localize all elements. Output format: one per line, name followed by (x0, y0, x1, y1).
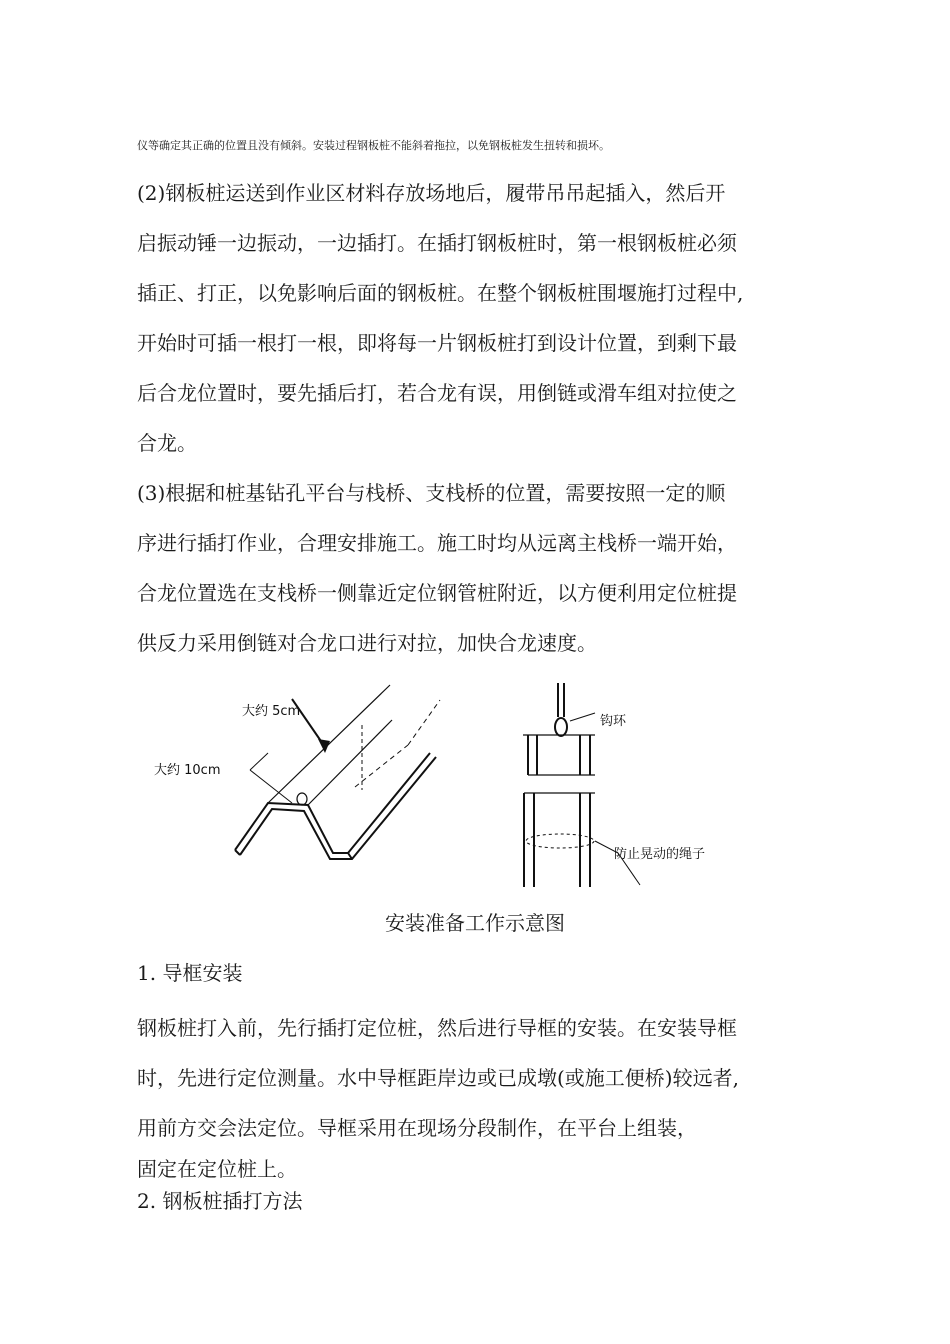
section-heading-1: 1. 导框安装 (137, 961, 243, 985)
text-line: 钢板桩打入前，先行插打定位桩，然后进行导框的安装。在安装导框 (137, 1016, 737, 1040)
label-5cm: 大约 5cm (242, 704, 301, 719)
text-line: 开始时可插一根打一根，即将每一片钢板桩打到设计位置，到剩下最 (137, 331, 737, 355)
text-line: 用前方交会法定位。导框采用在现场分段制作，在平台上组装， (137, 1116, 697, 1140)
text-line: 时，先进行定位测量。水中导框距岸边或已成墩(或施工便桥)较远者, (137, 1066, 739, 1090)
text-line: 合龙位置选在支栈桥一侧靠近定位钢管桩附近，以方便利用定位桩提 (137, 581, 737, 605)
installation-diagram (140, 675, 820, 900)
text-line: 供反力采用倒链对合龙口进行对拉，加快合龙速度。 (137, 631, 597, 655)
text-line: 插正、打正，以免影响后面的钢板桩。在整个钢板桩围堰施打过程中, (137, 281, 744, 305)
paragraph-3 (137, 468, 827, 668)
section-heading-2: 2. 钢板桩插打方法 (137, 1189, 303, 1213)
text-line: 固定在定位桩上。 (137, 1157, 297, 1181)
label-rope: 防止晃动的绳子 (614, 847, 706, 862)
label-hook: 钩环 (600, 714, 627, 729)
text-line: 后合龙位置时，要先插后打，若合龙有误，用倒链或滑车组对拉使之 (137, 381, 737, 405)
text-line: (2)钢板桩运送到作业区材料存放场地后，履带吊吊起插入，然后开 (137, 181, 726, 205)
arrow-head (318, 739, 330, 753)
paragraph-4 (137, 1003, 827, 1185)
continued-text-line: 仪等确定其正确的位置且没有倾斜。安装过程钢板桩不能斜着拖拉，以免钢板桩发生扭转和损坏。 (137, 139, 610, 152)
text-line: 序进行插打作业，合理安排施工。施工时均从远离主栈桥一端开始， (137, 531, 737, 555)
hook-pointer (570, 713, 595, 721)
rope-loop (526, 834, 594, 848)
bolt-hole (297, 793, 307, 805)
text-line: 合龙。 (137, 431, 197, 455)
hanging-pile (523, 683, 595, 887)
label-10cm: 大约 10cm (154, 763, 221, 778)
text-line: 启振动锤一边振动，一边插打。在插打钢板桩时，第一根钢板桩必须 (137, 231, 737, 255)
text-line: (3)根据和桩基钻孔平台与栈桥、支栈桥的位置，需要按照一定的顺 (137, 481, 726, 505)
paragraph-2 (137, 168, 827, 468)
figure-caption: 安装准备工作示意图 (385, 911, 565, 935)
